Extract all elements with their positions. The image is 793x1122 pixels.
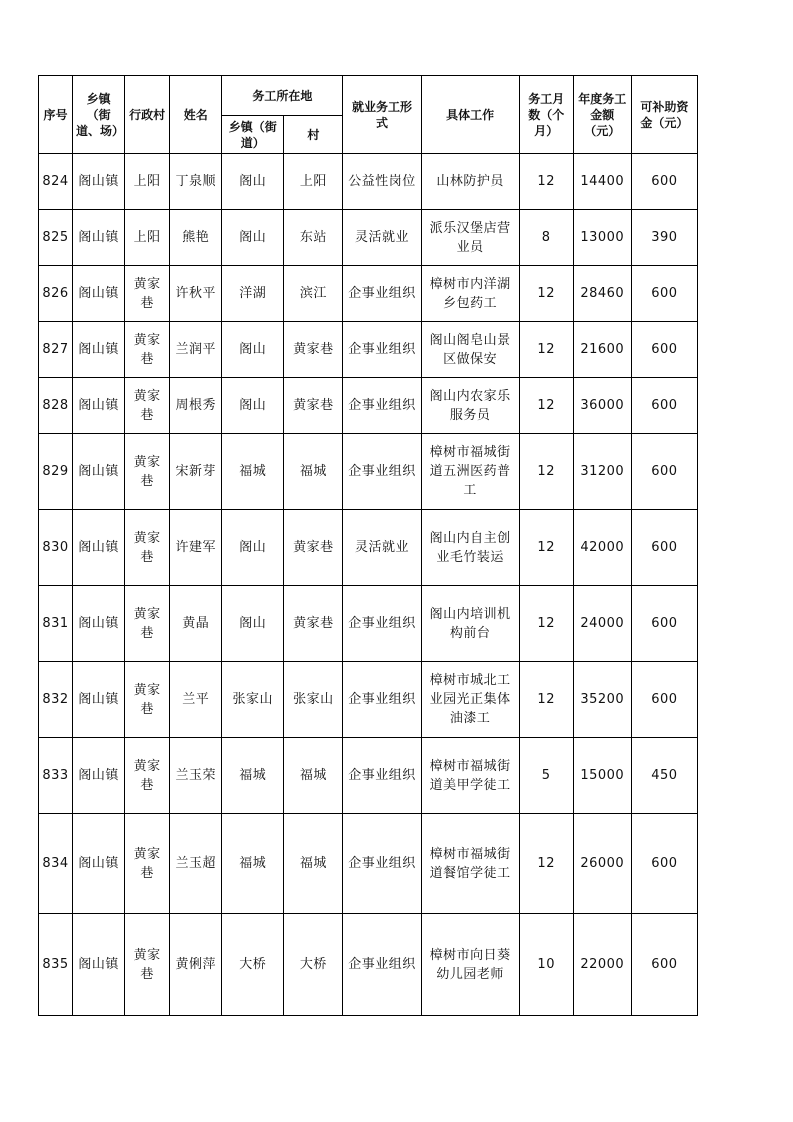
row-work-village: 福城 (284, 738, 343, 814)
row-seq: 835 (39, 914, 73, 1016)
header-work-town: 乡镇（街道） (222, 116, 284, 154)
table-row (39, 434, 698, 510)
row-town: 阁山镇 (73, 154, 125, 210)
header-town: 乡镇（街道、场） (73, 76, 125, 154)
row-name: 宋新芽 (170, 434, 222, 510)
table-row (39, 154, 698, 210)
row-work-village: 福城 (284, 434, 343, 510)
row-name: 兰平 (170, 662, 222, 738)
row-job: 派乐汉堡店营业员 (421, 210, 519, 266)
row-subsidy: 600 (631, 510, 697, 586)
row-income: 35200 (573, 662, 631, 738)
row-months: 8 (519, 210, 573, 266)
row-name: 黄俐萍 (170, 914, 222, 1016)
row-work-village: 上阳 (284, 154, 343, 210)
row-work-town: 张家山 (222, 662, 284, 738)
row-form: 企事业组织 (343, 586, 421, 662)
row-income: 31200 (573, 434, 631, 510)
row-form: 企事业组织 (343, 662, 421, 738)
row-work-town: 福城 (222, 434, 284, 510)
row-town: 阁山镇 (73, 266, 125, 322)
row-months: 12 (519, 814, 573, 914)
row-work-village: 福城 (284, 814, 343, 914)
row-income: 24000 (573, 586, 631, 662)
table-row (39, 586, 698, 662)
row-work-village: 大桥 (284, 914, 343, 1016)
row-form: 企事业组织 (343, 378, 421, 434)
row-village: 黄家巷 (125, 662, 170, 738)
row-name: 兰玉超 (170, 814, 222, 914)
row-job: 樟树市福城街道五洲医药普工 (421, 434, 519, 510)
row-subsidy: 600 (631, 378, 697, 434)
row-form: 灵活就业 (343, 510, 421, 586)
row-town: 阁山镇 (73, 322, 125, 378)
row-work-town: 福城 (222, 814, 284, 914)
row-village: 黄家巷 (125, 814, 170, 914)
row-town: 阁山镇 (73, 210, 125, 266)
header-seq: 序号 (39, 76, 73, 154)
row-income: 36000 (573, 378, 631, 434)
row-form: 企事业组织 (343, 814, 421, 914)
row-subsidy: 600 (631, 814, 697, 914)
row-job: 樟树市内洋湖乡包药工 (421, 266, 519, 322)
row-job: 阁山阁皂山景区做保安 (421, 322, 519, 378)
row-form: 灵活就业 (343, 210, 421, 266)
row-job: 阁山内农家乐服务员 (421, 378, 519, 434)
row-subsidy: 600 (631, 434, 697, 510)
row-village: 黄家巷 (125, 586, 170, 662)
row-name: 熊艳 (170, 210, 222, 266)
row-months: 12 (519, 662, 573, 738)
row-work-village: 黄家巷 (284, 586, 343, 662)
row-village: 黄家巷 (125, 914, 170, 1016)
row-work-village: 黄家巷 (284, 510, 343, 586)
row-town: 阁山镇 (73, 738, 125, 814)
row-subsidy: 390 (631, 210, 697, 266)
table-row (39, 914, 698, 1016)
row-subsidy: 600 (631, 322, 697, 378)
table-row (39, 510, 698, 586)
row-job: 阁山内培训机构前台 (421, 586, 519, 662)
row-job: 樟树市城北工业园光正集体油漆工 (421, 662, 519, 738)
header-work-village: 村 (284, 116, 343, 154)
row-subsidy: 600 (631, 914, 697, 1016)
row-subsidy: 600 (631, 266, 697, 322)
row-village: 黄家巷 (125, 322, 170, 378)
row-name: 兰润平 (170, 322, 222, 378)
row-village: 黄家巷 (125, 378, 170, 434)
row-village: 黄家巷 (125, 738, 170, 814)
row-months: 12 (519, 322, 573, 378)
row-income: 15000 (573, 738, 631, 814)
row-town: 阁山镇 (73, 662, 125, 738)
row-seq: 828 (39, 378, 73, 434)
row-name: 黄晶 (170, 586, 222, 662)
row-job: 樟树市福城街道美甲学徒工 (421, 738, 519, 814)
row-work-town: 阁山 (222, 586, 284, 662)
row-subsidy: 600 (631, 586, 697, 662)
table-row (39, 210, 698, 266)
row-form: 企事业组织 (343, 434, 421, 510)
row-work-town: 阁山 (222, 154, 284, 210)
row-work-village: 黄家巷 (284, 378, 343, 434)
row-months: 5 (519, 738, 573, 814)
row-work-town: 福城 (222, 738, 284, 814)
row-name: 丁泉顺 (170, 154, 222, 210)
row-job: 山林防护员 (421, 154, 519, 210)
row-name: 兰玉荣 (170, 738, 222, 814)
table-row (39, 322, 698, 378)
header-work-location: 务工所在地 (222, 76, 343, 116)
row-months: 12 (519, 378, 573, 434)
header-subsidy: 可补助资金（元） (631, 76, 697, 154)
row-job: 樟树市福城街道餐馆学徒工 (421, 814, 519, 914)
row-work-town: 阁山 (222, 378, 284, 434)
row-job: 阁山内自主创业毛竹装运 (421, 510, 519, 586)
subsidy-table (38, 75, 698, 1016)
header-village: 行政村 (125, 76, 170, 154)
row-work-town: 大桥 (222, 914, 284, 1016)
row-work-village: 滨江 (284, 266, 343, 322)
row-village: 黄家巷 (125, 266, 170, 322)
row-subsidy: 600 (631, 662, 697, 738)
row-subsidy: 450 (631, 738, 697, 814)
row-town: 阁山镇 (73, 510, 125, 586)
row-months: 10 (519, 914, 573, 1016)
row-seq: 829 (39, 434, 73, 510)
row-months: 12 (519, 510, 573, 586)
header-name: 姓名 (170, 76, 222, 154)
row-work-town: 阁山 (222, 322, 284, 378)
row-village: 黄家巷 (125, 434, 170, 510)
row-seq: 825 (39, 210, 73, 266)
row-seq: 832 (39, 662, 73, 738)
row-work-village: 黄家巷 (284, 322, 343, 378)
header-months: 务工月数（个月） (519, 76, 573, 154)
row-job: 樟树市向日葵幼儿园老师 (421, 914, 519, 1016)
row-seq: 834 (39, 814, 73, 914)
header-job: 具体工作 (421, 76, 519, 154)
table-row (39, 266, 698, 322)
row-income: 26000 (573, 814, 631, 914)
table-row (39, 662, 698, 738)
row-months: 12 (519, 266, 573, 322)
row-town: 阁山镇 (73, 378, 125, 434)
row-seq: 824 (39, 154, 73, 210)
row-village: 上阳 (125, 210, 170, 266)
row-seq: 827 (39, 322, 73, 378)
table-row (39, 738, 698, 814)
row-name: 许秋平 (170, 266, 222, 322)
row-seq: 833 (39, 738, 73, 814)
row-subsidy: 600 (631, 154, 697, 210)
row-village: 黄家巷 (125, 510, 170, 586)
table-row (39, 814, 698, 914)
row-income: 21600 (573, 322, 631, 378)
row-seq: 831 (39, 586, 73, 662)
row-form: 企事业组织 (343, 738, 421, 814)
row-income: 42000 (573, 510, 631, 586)
row-work-village: 东站 (284, 210, 343, 266)
row-income: 13000 (573, 210, 631, 266)
row-work-town: 阁山 (222, 210, 284, 266)
row-form: 公益性岗位 (343, 154, 421, 210)
row-seq: 830 (39, 510, 73, 586)
row-months: 12 (519, 586, 573, 662)
row-work-town: 洋湖 (222, 266, 284, 322)
row-months: 12 (519, 154, 573, 210)
row-town: 阁山镇 (73, 586, 125, 662)
row-seq: 826 (39, 266, 73, 322)
header-form: 就业务工形式 (343, 76, 421, 154)
row-months: 12 (519, 434, 573, 510)
row-income: 22000 (573, 914, 631, 1016)
table-row (39, 378, 698, 434)
header-income: 年度务工金额（元） (573, 76, 631, 154)
row-form: 企事业组织 (343, 322, 421, 378)
row-village: 上阳 (125, 154, 170, 210)
row-town: 阁山镇 (73, 434, 125, 510)
row-income: 14400 (573, 154, 631, 210)
row-work-town: 阁山 (222, 510, 284, 586)
row-name: 周根秀 (170, 378, 222, 434)
row-form: 企事业组织 (343, 266, 421, 322)
row-town: 阁山镇 (73, 914, 125, 1016)
row-town: 阁山镇 (73, 814, 125, 914)
row-income: 28460 (573, 266, 631, 322)
row-name: 许建军 (170, 510, 222, 586)
row-work-village: 张家山 (284, 662, 343, 738)
row-form: 企事业组织 (343, 914, 421, 1016)
